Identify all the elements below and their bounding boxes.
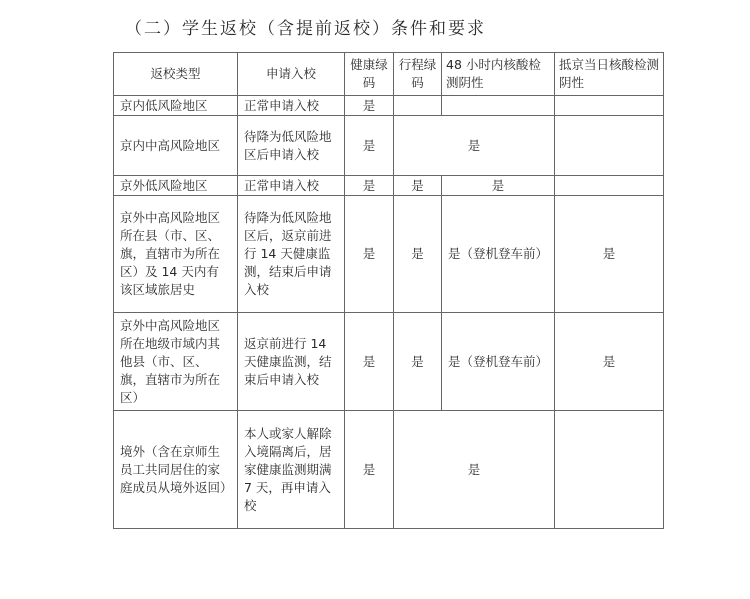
cell-health-code: 是	[345, 116, 394, 176]
table-row	[114, 176, 664, 196]
table-row	[114, 96, 664, 116]
section-title: （二）学生返校（含提前返校）条件和要求	[125, 19, 486, 39]
cell-return-type: 境外（含在京师生员工共同居住的家庭成员从境外返回）	[114, 411, 238, 529]
cell-health-code: 是	[345, 411, 394, 529]
cell-health-code: 是	[345, 176, 394, 196]
table-row	[114, 411, 664, 529]
table-header-row	[114, 53, 664, 96]
cell-apply-entry: 待降为低风险地区后，返京前进行 14 天健康监测，结束后申请入校	[238, 196, 345, 313]
cell-apply-entry: 正常申请入校	[238, 96, 345, 116]
cell-health-code: 是	[345, 96, 394, 116]
cell-arrival-test	[555, 96, 664, 116]
cell-travel-code: 是	[394, 196, 442, 313]
header-health-code: 健康绿码	[345, 53, 394, 96]
header-return-type: 返校类型	[114, 53, 238, 96]
header-arrival-test: 抵京当日核酸检测阴性	[555, 53, 664, 96]
cell-arrival-test	[555, 116, 664, 176]
cell-travel-code: 是	[394, 313, 442, 411]
cell-apply-entry: 正常申请入校	[238, 176, 345, 196]
cell-48h-test: 是	[442, 176, 555, 196]
header-apply-entry: 申请入校	[238, 53, 345, 96]
cell-apply-entry: 返京前进行 14 天健康监测，结束后申请入校	[238, 313, 345, 411]
cell-return-type: 京外中高风险地区所在县（市、区、旗，直辖市为所在区）及 14 天内有该区域旅居史	[114, 196, 238, 313]
table-row	[114, 116, 664, 176]
cell-travel-code	[394, 96, 442, 116]
table-row	[114, 196, 664, 313]
cell-48h-test: 是（登机登车前）	[442, 313, 555, 411]
header-48h-test: 48 小时内核酸检测阴性	[442, 53, 555, 96]
header-travel-code: 行程绿码	[394, 53, 442, 96]
cell-48h-test	[442, 96, 555, 116]
cell-arrival-test	[555, 411, 664, 529]
cell-return-type: 京内低风险地区	[114, 96, 238, 116]
cell-return-type: 京外中高风险地区所在地级市域内其他县（市、区、旗，直辖市为所在区）	[114, 313, 238, 411]
cell-arrival-test: 是	[555, 196, 664, 313]
cell-health-code: 是	[345, 313, 394, 411]
cell-apply-entry: 本人或家人解除入境隔离后，居家健康监测期满 7 天，再申请入校	[238, 411, 345, 529]
table-row	[114, 313, 664, 411]
cell-health-code: 是	[345, 196, 394, 313]
cell-arrival-test	[555, 176, 664, 196]
cell-travel-code: 是	[394, 176, 442, 196]
cell-apply-entry: 待降为低风险地区后申请入校	[238, 116, 345, 176]
return-conditions-table	[113, 52, 664, 529]
cell-return-type: 京外低风险地区	[114, 176, 238, 196]
cell-48h-test: 是（登机登车前）	[442, 196, 555, 313]
cell-arrival-test: 是	[555, 313, 664, 411]
cell-travel-and-48h-test: 是	[394, 411, 555, 529]
cell-travel-and-48h-test: 是	[394, 116, 555, 176]
cell-return-type: 京内中高风险地区	[114, 116, 238, 176]
